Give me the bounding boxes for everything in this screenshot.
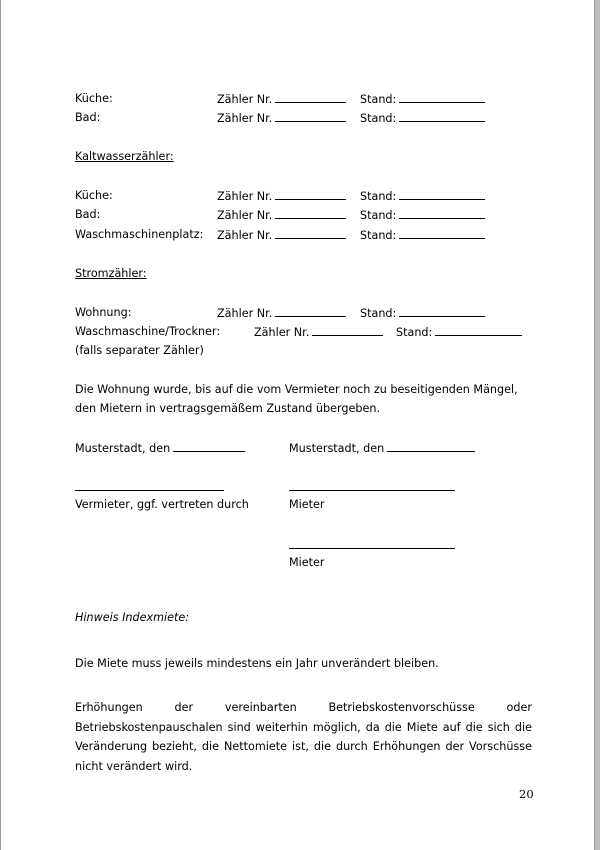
row-label: Waschmaschinenplatz:: [75, 228, 204, 241]
handover-line-2: den Mietern in vertragsgemäßem Zustand übergeben.: [75, 402, 381, 415]
reading-blank: [399, 92, 485, 103]
row-label: Wohnung:: [75, 306, 132, 319]
meter-number-field: [217, 189, 346, 204]
row-label: Bad:: [75, 208, 101, 221]
meter-blank: [275, 306, 346, 317]
meter-blank: [275, 189, 346, 200]
meter-label: Zähler Nr.: [217, 229, 273, 242]
landlord-signature-line: [75, 490, 224, 491]
reading-field: [396, 325, 522, 340]
place-date-left: [75, 441, 245, 456]
reading-field: [360, 208, 485, 223]
row-label: Küche:: [75, 189, 113, 202]
reading-blank: [399, 228, 485, 239]
tenant-label-2: Mieter: [289, 556, 325, 569]
reading-field: [360, 189, 485, 204]
reading-blank: [399, 111, 485, 122]
meter-number-field: [217, 111, 346, 126]
reading-field: [360, 228, 485, 243]
meter-note: (falls separater Zähler): [75, 344, 204, 357]
meter-number-field: [217, 306, 346, 321]
reading-label: Stand:: [360, 229, 397, 242]
meter-number-field: [254, 325, 383, 340]
reading-blank: [435, 325, 522, 336]
meter-blank: [275, 111, 346, 122]
meter-blank: [275, 208, 346, 219]
meter-label: Zähler Nr.: [217, 190, 273, 203]
meter-label: Zähler Nr.: [217, 112, 273, 125]
section-heading-coldwater: Kaltwasserzähler:: [75, 150, 174, 163]
reading-field: [360, 92, 485, 107]
reading-field: [360, 111, 485, 126]
meter-number-field: [217, 208, 346, 223]
row-label: Bad:: [75, 111, 101, 124]
meter-label: Zähler Nr.: [254, 326, 310, 339]
reading-blank: [399, 208, 485, 219]
meter-blank: [275, 228, 346, 239]
reading-blank: [399, 189, 485, 200]
place-date-label: Musterstadt, den: [289, 442, 385, 455]
reading-label: Stand:: [396, 326, 433, 339]
reading-label: Stand:: [360, 190, 397, 203]
page-number: 20: [519, 787, 534, 801]
meter-number-field: [217, 92, 346, 107]
reading-label: Stand:: [360, 307, 397, 320]
row-label: Waschmaschine/Trockner:: [75, 325, 221, 338]
meter-number-field: [217, 228, 346, 243]
index-rent-paragraph: Erhöhungen der vereinbarten Betriebskostenvorschüsse oder Betriebskostenpauschalen sind weiterhin möglich, da die Miete auf die sich die Veränderung bezieht, die Nettomiete ist, die durch Erhöhungen der Vorschüsse nicht verändert wird.: [75, 701, 532, 773]
tenant-signature-line-2: [289, 548, 455, 549]
meter-label: Zähler Nr.: [217, 209, 273, 222]
row-label: Küche:: [75, 92, 113, 105]
reading-blank: [399, 306, 485, 317]
meter-label: Zähler Nr.: [217, 93, 273, 106]
reading-field: [360, 306, 485, 321]
tenant-signature-line-1: [289, 490, 455, 491]
place-date-right: [289, 441, 475, 456]
reading-label: Stand:: [360, 209, 397, 222]
place-date-label: Musterstadt, den: [75, 442, 171, 455]
reading-label: Stand:: [360, 112, 397, 125]
meter-blank: [312, 325, 383, 336]
meter-blank: [275, 92, 346, 103]
meter-label: Zähler Nr.: [217, 307, 273, 320]
index-rent-heading: Hinweis Indexmiete:: [75, 611, 190, 624]
handover-line-1: Die Wohnung wurde, bis auf die vom Vermieter noch zu beseitigenden Mängel,: [75, 383, 518, 396]
index-rent-sentence: Die Miete muss jeweils mindestens ein Jahr unverändert bleiben.: [75, 657, 439, 670]
date-blank: [173, 441, 245, 452]
reading-label: Stand:: [360, 93, 397, 106]
section-heading-electricity: Stromzähler:: [75, 267, 147, 280]
date-blank: [387, 441, 475, 452]
page-shadow: [595, 0, 600, 850]
landlord-label: Vermieter, ggf. vertreten durch: [75, 498, 249, 511]
tenant-label-1: Mieter: [289, 498, 325, 511]
